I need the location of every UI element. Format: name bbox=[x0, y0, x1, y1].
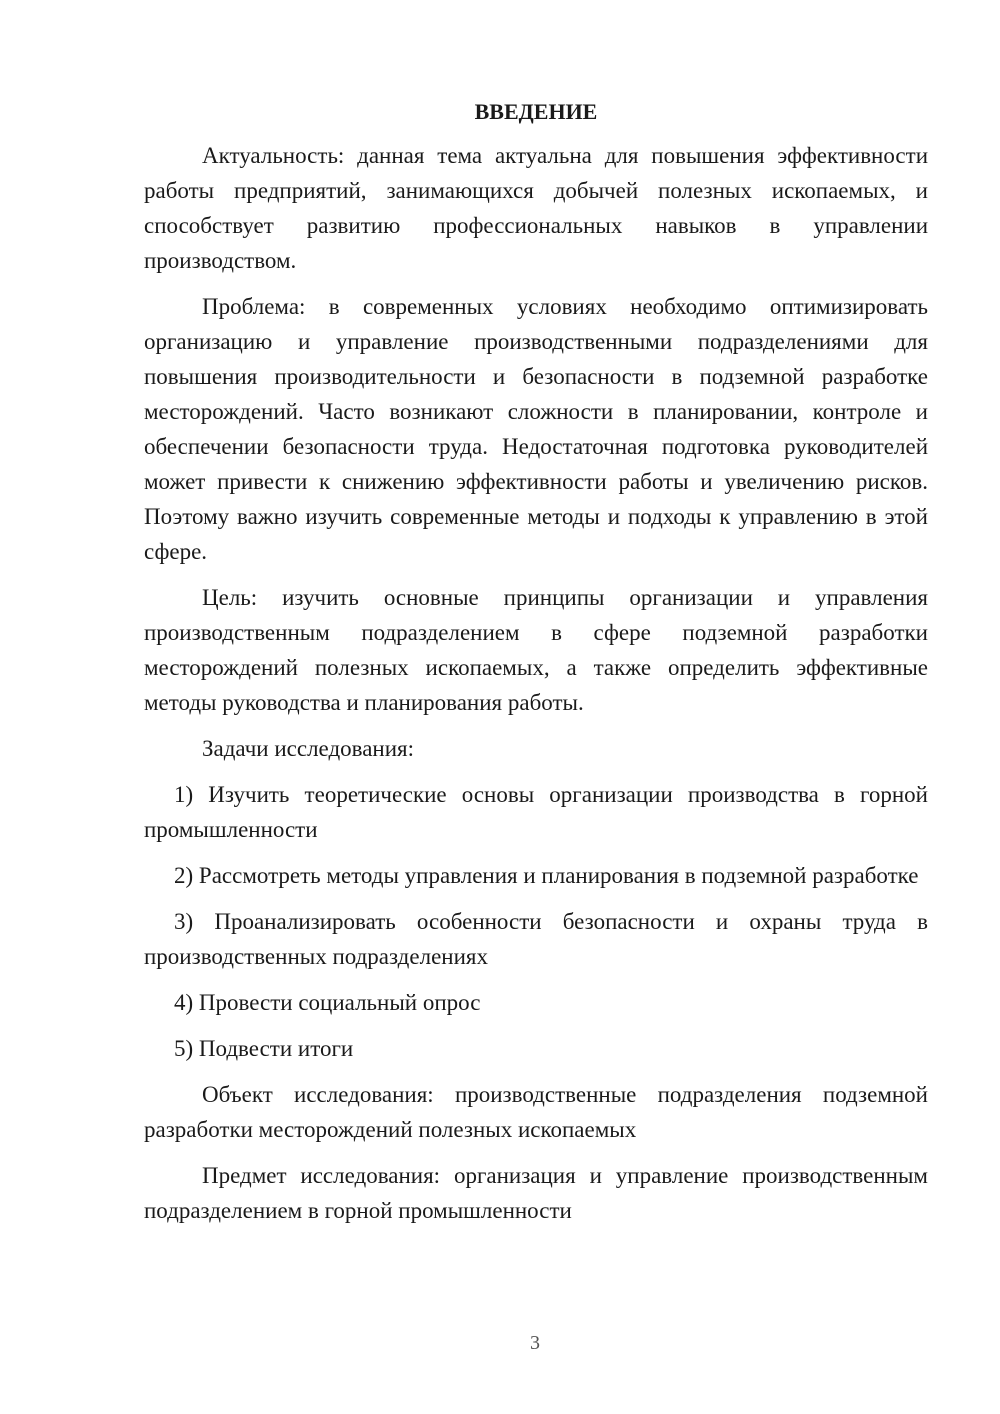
tasks-intro: Задачи исследования: bbox=[202, 736, 415, 761]
paragraph-problem: Проблема: в современных условиях необходимо оптимизировать организацию и управление производственными подразделениями для повышения производительности и безопасности в подземной разработке месторождений. Часто возникают сложности в планировании, контроле и обеспечении безопасности труда. Недостаточная подготовка руководителей может привести к снижению эффективности работы и увеличению рисков. Поэтому важно изучить современные методы и подходы к управлению в этой сфере. bbox=[144, 294, 928, 564]
task-item: 1) Изучить теоретические основы организации производства в горной промышленности bbox=[144, 782, 928, 842]
paragraph-goal: Цель: изучить основные принципы организации и управления производственным подразделением в сфере подземной разработки месторождений полезных ископаемых, а также определить эффективные методы руководства и планирования работы. bbox=[144, 585, 928, 715]
section-heading: ВВЕДЕНИЕ bbox=[474, 99, 598, 124]
paragraph-subject: Предмет исследования: организация и управление производственным подразделением в горной промышленности bbox=[144, 1163, 928, 1223]
page-content bbox=[144, 96, 928, 1239]
paragraph-object: Объект исследования: производственные подразделения подземной разработки месторождений полезных ископаемых bbox=[144, 1082, 928, 1142]
task-item: 2) Рассмотреть методы управления и планирования в подземной разработке bbox=[174, 863, 919, 888]
task-item: 3) Проанализировать особенности безопасности и охраны труда в производственных подразделениях bbox=[144, 909, 928, 969]
page-number: 3 bbox=[530, 1332, 540, 1354]
tasks-list bbox=[144, 777, 928, 1066]
paragraph-relevance: Актуальность: данная тема актуальна для повышения эффективности работы предприятий, занимающихся добычей полезных ископаемых, и способствует развитию профессиональных навыков в управлении производством. bbox=[144, 143, 928, 273]
task-item: 5) Подвести итоги bbox=[174, 1036, 354, 1061]
task-item: 4) Провести социальный опрос bbox=[174, 990, 481, 1015]
